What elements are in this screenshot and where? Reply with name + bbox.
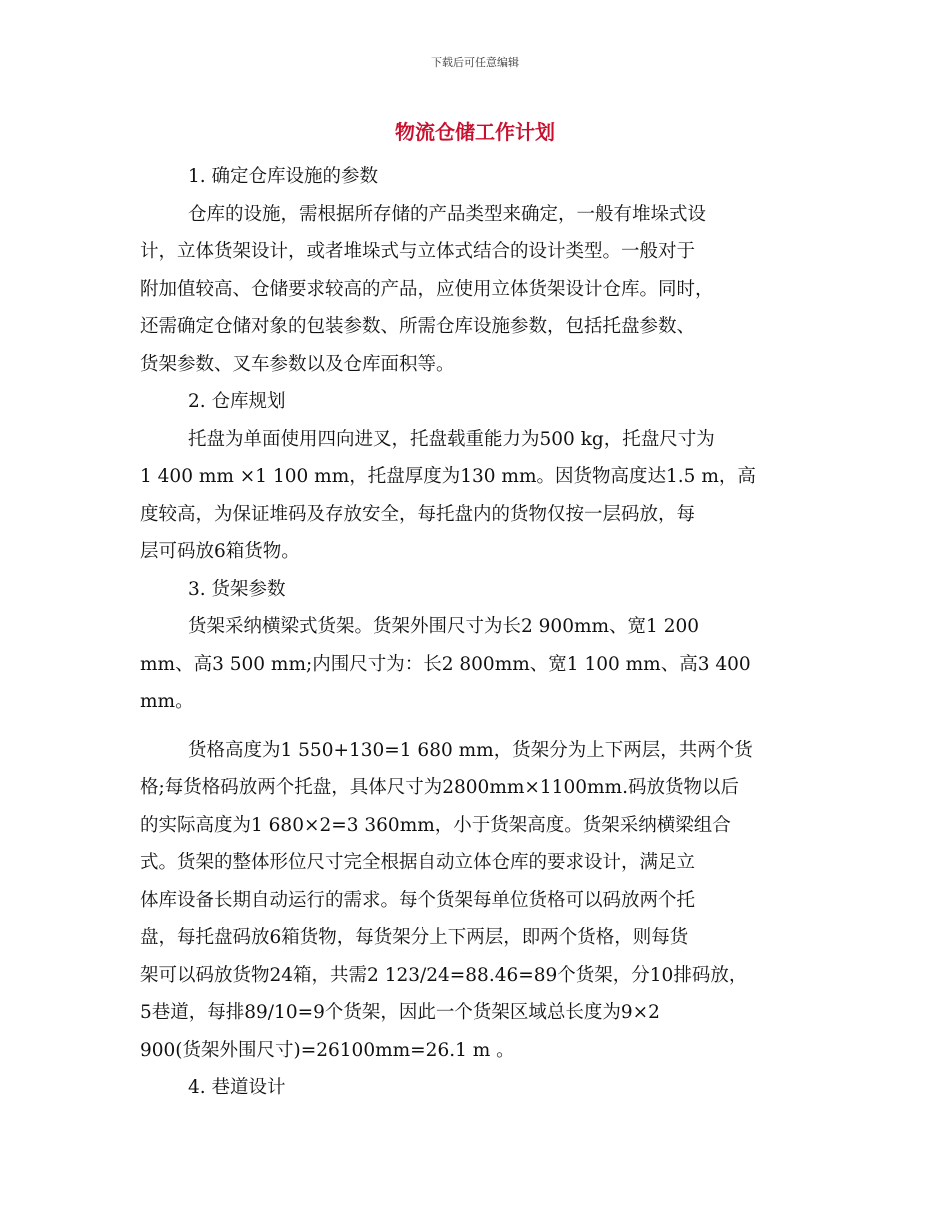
paragraph-line: 体库设备长期自动运行的需求。每个货架每单位货格可以码放两个托 bbox=[140, 889, 696, 911]
paragraph-line: mm、高3 500 mm;内围尺寸为：长2 800mm、宽1 100 mm、高3 400 bbox=[140, 653, 751, 675]
paragraph-line: 1 400 mm ×1 100 mm，托盘厚度为130 mm。因货物高度达1.5 m，高 bbox=[140, 466, 756, 487]
paragraph-line: 计，立体货架设计，或者堆垛式与立体式结合的设计类型。一般对于 bbox=[140, 241, 696, 262]
document-body bbox=[140, 158, 830, 1107]
section-heading-2: 2. 仓库规划 bbox=[188, 391, 286, 412]
paragraph-gap bbox=[140, 721, 830, 732]
paragraph-line: 度较高，为保证堆码及存放安全，每托盘内的货物仅按一层码放，每 bbox=[140, 503, 696, 525]
paragraph-line: 货架参数、叉车参数以及仓库面积等。 bbox=[140, 353, 455, 375]
page-header: 下载后可任意编辑 bbox=[431, 56, 519, 69]
paragraph-line: 货架采纳横梁式货架。货架外围尺寸为长2 900mm、宽1 200 bbox=[188, 616, 700, 637]
paragraph-line: 货格高度为1 550+130=1 680 mm，货架分为上下两层，共两个货 bbox=[188, 739, 753, 761]
paragraph-line: 盘，每托盘码放6箱货物，每货架分上下两层，即两个货格，则每货 bbox=[140, 927, 689, 948]
paragraph-line: 格;每货格码放两个托盘，具体尺寸为2800mm×1100mm.码放货物以后 bbox=[140, 777, 739, 798]
paragraph-line: mm。 bbox=[140, 691, 194, 712]
paragraph-line: 还需确定仓储对象的包装参数、所需仓库设施参数，包括托盘参数、 bbox=[140, 316, 696, 337]
paragraph-line: 仓库的设施，需根据所存储的产品类型来确定，一般有堆垛式设 bbox=[188, 203, 707, 225]
paragraph-line: 附加值较高、仓储要求较高的产品，应使用立体货架设计仓库。同时， bbox=[140, 278, 714, 300]
paragraph-line: 式。货架的整体形位尺寸完全根据自动立体仓库的要求设计，满足立 bbox=[140, 852, 696, 873]
paragraph-line: 层可码放6箱货物。 bbox=[140, 541, 300, 562]
document-title: 物流仓储工作计划 bbox=[395, 120, 555, 144]
paragraph-line: 托盘为单面使用四向进叉，托盘载重能力为500 kg，托盘尺寸为 bbox=[188, 428, 715, 450]
paragraph-line: 的实际高度为1 680×2=3 360mm，小于货架高度。货架采纳横梁组合 bbox=[140, 814, 731, 836]
paragraph-line: 900(货架外围尺寸)=26100mm=26.1 m 。 bbox=[140, 1039, 515, 1061]
section-heading-3: 3. 货架参数 bbox=[188, 578, 286, 600]
section-heading-1: 1. 确定仓库设施的参数 bbox=[188, 166, 379, 187]
paragraph-line: 5巷道，每排89/10=9个货架，因此一个货架区域总长度为9×2 bbox=[140, 1002, 660, 1023]
section-heading-4: 4. 巷道设计 bbox=[188, 1077, 286, 1098]
paragraph-line: 架可以码放货物24箱，共需2 123/24=88.46=89个货架，分10排码放， bbox=[140, 964, 748, 986]
